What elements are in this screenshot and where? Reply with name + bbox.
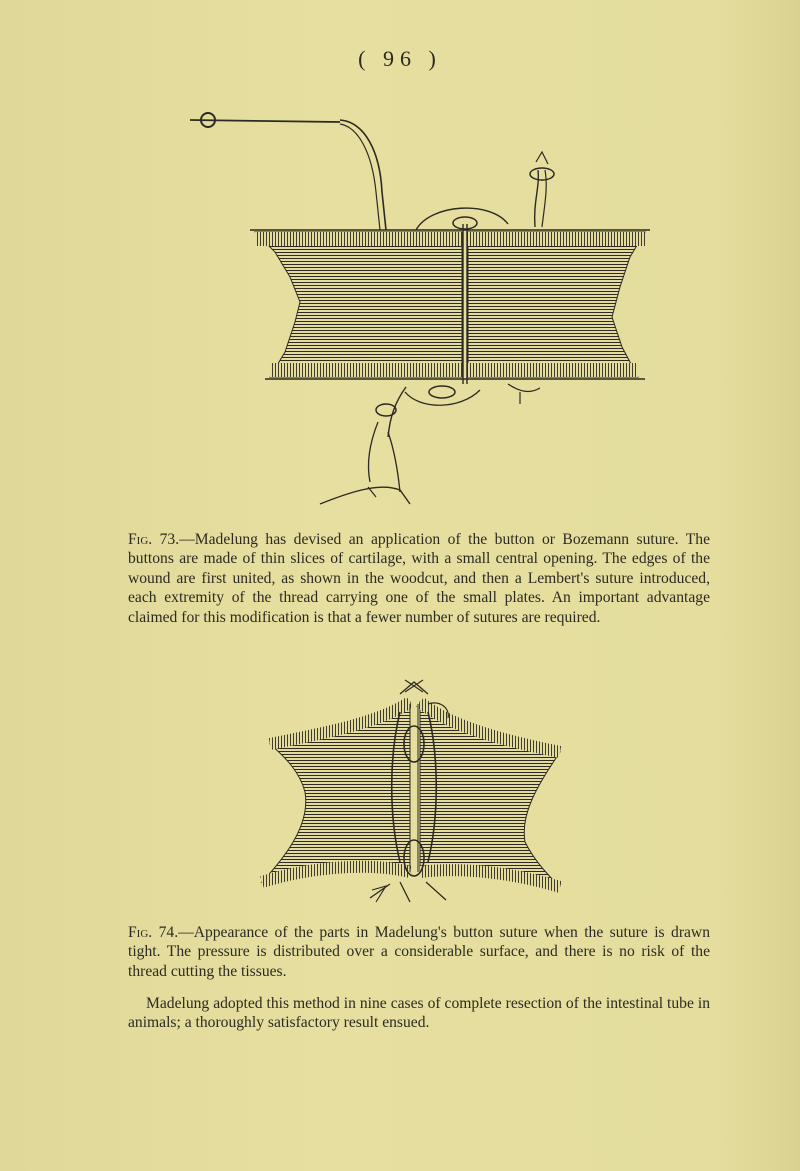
figure-73-label: Fig. 73.	[128, 531, 180, 548]
figure-74-illustration	[250, 672, 580, 912]
figure-73-illustration	[190, 92, 660, 522]
figure-73-caption	[128, 530, 710, 627]
figure-73-caption-text: —Madelung has devised an application of the button or Bozemann suture. The buttons are made of thin slices of cartilage, with a small central opening. The edges of the wound are first united, as shown in the woodcut, and then a Lembert's suture introduced, each extremity of the thread carrying one of the small plates. An important advantage claimed for this modification is that a fewer number of sutures are required.	[128, 531, 710, 626]
figure-74-caption-text: —Appearance of the parts in Madelung's button suture when the suture is drawn tight. The pressure is distributed over a considerable surface, and there is no risk of the thread cutting the tissues.	[128, 924, 710, 980]
figure-74-caption	[128, 923, 710, 981]
page-number: ( 96 )	[358, 46, 442, 71]
body-paragraph: Madelung adopted this method in nine cases of complete resection of the intestinal tube in animals; a thoroughly satisfactory result ensued.	[128, 995, 710, 1032]
figure-74-label: Fig. 74.	[128, 924, 179, 941]
